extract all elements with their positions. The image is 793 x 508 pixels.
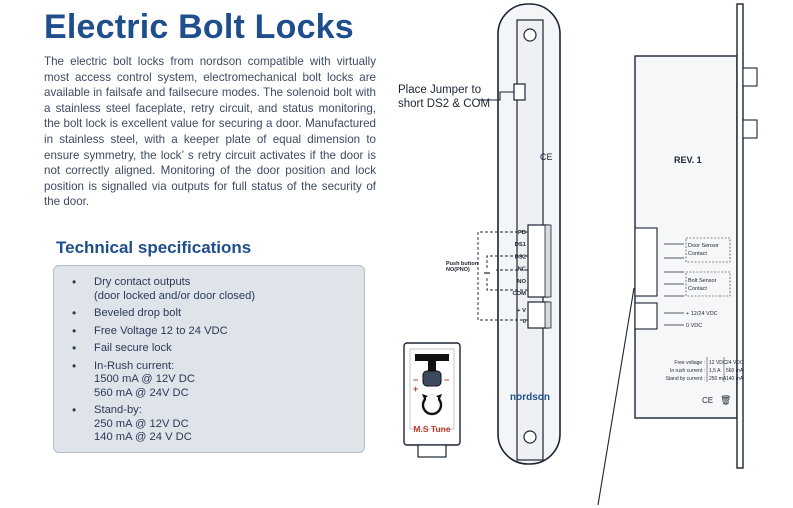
jumper-note-line2: short DS2 & COM [398,98,491,110]
product-description: The electric bolt locks from nordson compatible with virtually most access control system, electromechanical bolt locks are available in failsafe and failsecure modes. The solenoid bolt with a stainless steel faceplate, retry circuit, and status monitoring, the bolt lock is excellent value for securing a door. Manufactured in stainless steel, with a keeper plate of equal dimension to ensure symmetry, the lock’ s retry circuit activates if the door is not correctly aligned. Monitoring of the door position and lock position is signalled via outputs for full status of the security of the door. [44,55,376,209]
supply-zero-label: 0 VDC [686,323,703,329]
jumper-block [514,84,525,100]
rating-cell: 560 mA [726,368,744,374]
rating-cell: 140 mA [726,376,744,382]
spec-line: • Stand-by: [94,404,142,416]
ce-mark-small: CE [702,396,714,405]
terminal-label: DS2 [514,254,526,261]
spec-line: • Beveled drop bolt [94,307,182,319]
push-button-label-1: Push button [446,261,479,267]
spec-line: 560 mA @ 24V DC [94,386,189,399]
spec-line: (door locked and/or door closed) [94,289,256,302]
rating-cell: 1,5 A [709,368,721,374]
bolt-sensor-label-2: Contact [688,286,707,292]
rating-cell: 24 VDC [726,360,744,366]
faceplate-rear [635,4,757,468]
power-terminal-label: + V [517,308,526,314]
spec-line: 140 mA @ 24 V DC [94,431,192,443]
rating-cell: In rush current : [669,368,705,374]
spec-line: • In-Rush current: [94,359,175,372]
specs-heading: Technical specifications [56,238,252,257]
sticker-minus: − [413,375,419,385]
rating-cell: Stand by current : [665,376,705,382]
svg-text:−: − [444,375,450,385]
sticker-text: M.S Tune [413,424,451,434]
sticker-plus: + [413,384,419,394]
rev-label: REV. 1 [674,155,702,165]
rating-table [666,357,744,382]
terminal-label: NC [517,266,526,273]
pointer-line [598,288,634,505]
spec-line: • Dry contact outputs [94,276,191,288]
terminal-label: PB [517,230,526,236]
terminal-label: DS1 [514,242,526,249]
rating-cell: 250 mA [709,376,727,382]
rating-cell: 12 VDC [709,360,727,366]
jumper-note-line1: Place Jumper to [398,84,482,96]
faceplate-front [498,4,560,464]
page-title: Electric Bolt Locks [44,8,354,46]
spec-line: 250 mA @ 12V DC [94,417,189,430]
bolt-sticker [404,343,460,457]
spec-line: 1500 mA @ 12V DC [94,373,195,385]
weee-bin-icon: 🗑 [720,395,732,405]
bolt-sensor-label-1: Bolt Sensor [688,278,717,284]
door-sensor-label-2: Contact [688,251,707,257]
brand-logo: nordson [510,392,550,403]
screw-hole-top [524,29,536,41]
push-button-label-2: NO(PNO) [446,267,470,273]
rear-terminal-block [635,228,657,296]
spec-line: • Free Voltage 12 to 24 VDC [94,324,228,337]
power-terminal-label: 0 [522,319,526,325]
ce-mark: CE [540,152,553,162]
terminal-label: COM [512,291,526,297]
rating-cell: Free voltage : [674,360,705,366]
rear-power-block [635,303,657,329]
supply-plus-label: + 12/24 VDC [686,311,718,317]
door-sensor-label-1: Door Sensor [688,243,719,249]
screw-hole-bottom [524,431,536,443]
spec-line: • Fail secure lock [94,342,172,354]
terminal-label: NO [517,278,526,285]
